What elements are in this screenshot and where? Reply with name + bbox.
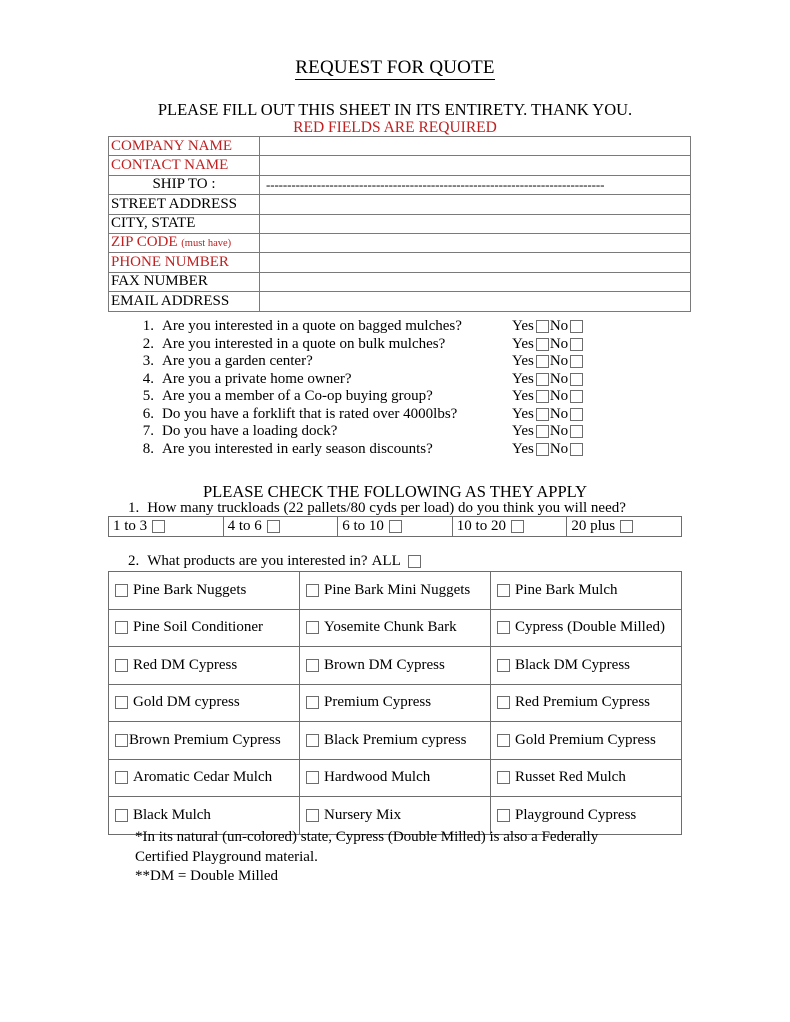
- field-label-city-state: CITY, STATE: [109, 214, 260, 233]
- product-label: Red DM Cypress: [133, 656, 238, 673]
- checkbox-product[interactable]: [497, 734, 510, 747]
- product-checkbox-group: [115, 732, 293, 749]
- no-label: No: [549, 335, 569, 352]
- question-answer-group: [512, 423, 583, 440]
- product-cell[interactable]: [300, 722, 491, 760]
- product-label: Pine Bark Mini Nuggets: [324, 581, 471, 598]
- product-cell[interactable]: [300, 609, 491, 647]
- zip-code-label-note: (must have): [181, 238, 232, 250]
- checkbox-yes[interactable]: [536, 320, 549, 333]
- checkbox-truckload-option[interactable]: [267, 520, 280, 533]
- checkbox-no[interactable]: [570, 320, 583, 333]
- yes-label: Yes: [512, 353, 534, 370]
- question-number: 3.: [142, 353, 154, 370]
- footnote-line-1: *In its natural (un-colored) state, Cypress (Double Milled) is also a Federally: [135, 829, 599, 845]
- checkbox-yes[interactable]: [536, 425, 549, 438]
- table-row: [109, 272, 691, 291]
- yes-label: Yes: [512, 335, 534, 352]
- no-label: No: [549, 423, 569, 440]
- table-row: [109, 647, 682, 685]
- product-checkbox-group: [115, 807, 293, 824]
- product-label: Russet Red Mulch: [515, 769, 626, 786]
- checkbox-no[interactable]: [570, 373, 583, 386]
- question-row: [128, 423, 688, 441]
- product-checkbox-group: [497, 619, 675, 636]
- product-cell[interactable]: [491, 609, 682, 647]
- no-label: No: [549, 405, 569, 422]
- field-input-company-name[interactable]: [260, 137, 691, 156]
- product-checkbox-group: [115, 657, 293, 674]
- checkbox-product[interactable]: [115, 621, 128, 634]
- truckload-option-label: 10 to 20: [456, 518, 506, 534]
- field-input-phone-number[interactable]: [260, 253, 691, 272]
- question-number: 2.: [142, 335, 154, 352]
- checkbox-no[interactable]: [570, 443, 583, 456]
- product-label: Brown Premium Cypress: [129, 731, 281, 748]
- product-cell[interactable]: [300, 647, 491, 685]
- product-label: Gold DM cypress: [133, 694, 240, 711]
- field-label-contact-name: CONTACT NAME: [109, 156, 260, 175]
- truckload-option-label: 1 to 3: [113, 518, 148, 534]
- product-label: Pine Bark Mulch: [515, 581, 618, 598]
- checkbox-yes[interactable]: [536, 355, 549, 368]
- question-answer-group: [512, 318, 583, 335]
- yes-label: Yes: [512, 388, 534, 405]
- table-row: [109, 572, 682, 610]
- table-row: [109, 175, 691, 194]
- truckload-options-table: [108, 516, 682, 537]
- checkbox-product[interactable]: [497, 771, 510, 784]
- zip-code-label-text: ZIP CODE: [111, 234, 178, 251]
- yes-label: Yes: [512, 370, 534, 387]
- footnotes: [135, 828, 695, 887]
- product-cell[interactable]: [300, 572, 491, 610]
- product-checkbox-group: [306, 769, 484, 786]
- table-row: [109, 253, 691, 272]
- product-label: Nursery Mix: [324, 806, 402, 823]
- checkbox-product[interactable]: [306, 659, 319, 672]
- question-text: Are you a member of a Co-op buying group?: [162, 388, 433, 405]
- products-question-text: What products are you interested in?: [147, 553, 368, 569]
- table-row: [109, 214, 691, 233]
- truckload-table-body: [109, 517, 682, 537]
- table-row: [109, 722, 682, 760]
- question-text: Are you interested in early season discounts?: [162, 440, 433, 457]
- truckload-option-cell[interactable]: [452, 517, 567, 537]
- checkbox-no[interactable]: [570, 338, 583, 351]
- field-input-street-address[interactable]: [260, 195, 691, 214]
- product-label: Brown DM Cypress: [324, 656, 445, 673]
- product-checkbox-group: [115, 619, 293, 636]
- question-number: 5.: [142, 388, 154, 405]
- truckload-option-label: 6 to 10: [342, 518, 384, 534]
- field-label-phone-number: PHONE NUMBER: [109, 253, 260, 272]
- checkbox-product[interactable]: [497, 696, 510, 709]
- no-label: No: [549, 388, 569, 405]
- field-label-zip-code: [109, 233, 260, 252]
- product-cell[interactable]: [491, 684, 682, 722]
- products-table-body: [109, 572, 682, 835]
- question-text: Are you a garden center?: [162, 353, 313, 370]
- question-number: 7.: [142, 423, 154, 440]
- product-checkbox-group: [497, 694, 675, 711]
- field-label-email-address: EMAIL ADDRESS: [109, 292, 260, 311]
- yes-label: Yes: [512, 405, 534, 422]
- product-label: Red Premium Cypress: [515, 694, 650, 711]
- no-label: No: [549, 440, 569, 457]
- question-row: [128, 336, 688, 354]
- question-number: 4.: [142, 370, 154, 387]
- yes-no-question-list: [128, 318, 688, 458]
- checkbox-yes[interactable]: [536, 390, 549, 403]
- question-answer-group: [512, 388, 583, 405]
- field-label-company-name: COMPANY NAME: [109, 137, 260, 156]
- checkbox-yes[interactable]: [536, 338, 549, 351]
- question-text: Do you have a loading dock?: [162, 423, 338, 440]
- product-cell[interactable]: [109, 647, 300, 685]
- product-checkbox-group: [115, 582, 293, 599]
- question-number: 8.: [142, 440, 154, 457]
- question-number: 1.: [142, 318, 154, 335]
- question-text: Do you have a forklift that is rated over 4000lbs?: [162, 405, 458, 422]
- checkbox-product[interactable]: [306, 734, 319, 747]
- product-label: Yosemite Chunk Bark: [324, 619, 457, 636]
- product-checkbox-group: [497, 582, 675, 599]
- footnote-line-3: **DM = Double Milled: [135, 868, 279, 884]
- products-question-number: 2.: [128, 553, 140, 569]
- product-checkbox-group: [306, 657, 484, 674]
- question-answer-group: [512, 406, 583, 423]
- product-checkbox-group: [115, 694, 293, 711]
- no-label: No: [549, 353, 569, 370]
- product-label: Pine Bark Nuggets: [133, 581, 247, 598]
- table-row: [109, 759, 682, 797]
- checkbox-yes[interactable]: [536, 408, 549, 421]
- checkbox-product[interactable]: [115, 734, 128, 747]
- ship-to-dashed-line: --------------------------------------------------------------------------------: [266, 177, 605, 193]
- instruction-required-notice: RED FIELDS ARE REQUIRED: [293, 119, 497, 136]
- product-cell[interactable]: [491, 647, 682, 685]
- checkbox-yes[interactable]: [536, 443, 549, 456]
- checkbox-yes[interactable]: [536, 373, 549, 386]
- field-input-zip-code[interactable]: [260, 233, 691, 252]
- field-input-contact-name[interactable]: [260, 156, 691, 175]
- truckload-option-cell[interactable]: [109, 517, 224, 537]
- checkbox-truckload-option[interactable]: [152, 520, 165, 533]
- truckload-option-label: 20 plus: [571, 518, 616, 534]
- field-input-fax-number[interactable]: [260, 272, 691, 291]
- question-text: Are you a private home owner?: [162, 370, 352, 387]
- product-cell[interactable]: [491, 722, 682, 760]
- product-checkbox-group: [115, 769, 293, 786]
- product-cell[interactable]: [491, 572, 682, 610]
- question-row: [128, 406, 688, 424]
- question-row: [128, 353, 688, 371]
- question-answer-group: [512, 371, 583, 388]
- check-section-heading: PLEASE CHECK THE FOLLOWING AS THEY APPLY: [203, 482, 587, 501]
- question-text: Are you interested in a quote on bagged mulches?: [162, 318, 462, 335]
- question-text: Are you interested in a quote on bulk mulches?: [162, 335, 446, 352]
- contact-table-body: [109, 137, 691, 312]
- checkbox-no[interactable]: [570, 355, 583, 368]
- instruction-primary: PLEASE FILL OUT THIS SHEET IN ITS ENTIRETY. THANK YOU.: [157, 100, 633, 119]
- table-row: [109, 292, 691, 311]
- truckload-option-cell[interactable]: [338, 517, 453, 537]
- question-answer-group: [512, 441, 583, 458]
- products-question: [128, 553, 421, 570]
- product-cell[interactable]: [109, 722, 300, 760]
- product-cell[interactable]: [109, 572, 300, 610]
- product-label: Black DM Cypress: [515, 656, 630, 673]
- yes-label: Yes: [512, 318, 534, 335]
- product-label: Aromatic Cedar Mulch: [133, 769, 273, 786]
- checkbox-no[interactable]: [570, 408, 583, 421]
- truckload-option-label: 4 to 6: [227, 518, 262, 534]
- product-label: Cypress (Double Milled): [515, 619, 665, 636]
- product-checkbox-group: [306, 582, 484, 599]
- table-row: [109, 233, 691, 252]
- product-cell[interactable]: [300, 684, 491, 722]
- product-checkbox-group: [306, 732, 484, 749]
- truckload-question: [128, 500, 626, 517]
- product-cell[interactable]: [109, 759, 300, 797]
- no-label: No: [549, 318, 569, 335]
- checkbox-product[interactable]: [115, 659, 128, 672]
- field-input-city-state[interactable]: [260, 214, 691, 233]
- checkbox-product[interactable]: [115, 696, 128, 709]
- checkbox-no[interactable]: [570, 425, 583, 438]
- product-checkbox-group: [306, 619, 484, 636]
- checkbox-product[interactable]: [497, 621, 510, 634]
- product-checkbox-group: [497, 807, 675, 824]
- checkbox-product[interactable]: [306, 584, 319, 597]
- table-row: [109, 156, 691, 175]
- yes-label: Yes: [512, 423, 534, 440]
- checkbox-product[interactable]: [497, 659, 510, 672]
- product-label: Black Premium cypress: [324, 731, 467, 748]
- checkbox-truckload-option[interactable]: [511, 520, 524, 533]
- question-row: [128, 318, 688, 336]
- checkbox-product[interactable]: [306, 621, 319, 634]
- product-checkbox-group: [497, 732, 675, 749]
- product-label: Black Mulch: [133, 806, 211, 823]
- checkbox-product[interactable]: [306, 809, 319, 822]
- products-checklist-table: [108, 571, 682, 835]
- footnote-line-2: Certified Playground material.: [135, 848, 318, 865]
- no-label: No: [549, 370, 569, 387]
- field-input-email-address[interactable]: [260, 292, 691, 311]
- product-label: Gold Premium Cypress: [515, 731, 656, 748]
- table-row: [109, 609, 682, 647]
- truckload-option-cell[interactable]: [567, 517, 682, 537]
- product-cell[interactable]: [300, 759, 491, 797]
- checkbox-product[interactable]: [115, 771, 128, 784]
- table-row: [109, 684, 682, 722]
- truckload-question-text: How many truckloads (22 pallets/80 cyds per load) do you think you will need?: [147, 500, 626, 516]
- product-checkbox-group: [497, 657, 675, 674]
- checkbox-truckload-option[interactable]: [620, 520, 633, 533]
- question-row: [128, 388, 688, 406]
- field-label-street-address: STREET ADDRESS: [109, 195, 260, 214]
- table-row: [109, 137, 691, 156]
- product-checkbox-group: [497, 769, 675, 786]
- products-all-label: ALL: [371, 553, 401, 569]
- checkbox-product[interactable]: [306, 696, 319, 709]
- page-title-text: REQUEST FOR QUOTE: [295, 57, 495, 78]
- checkbox-product[interactable]: [115, 584, 128, 597]
- question-row: [128, 441, 688, 459]
- page-title: [0, 57, 790, 79]
- checkbox-product[interactable]: [497, 584, 510, 597]
- field-input-ship-to[interactable]: [260, 175, 691, 194]
- question-answer-group: [512, 336, 583, 353]
- truckload-option-cell[interactable]: [223, 517, 338, 537]
- product-label: Hardwood Mulch: [324, 769, 431, 786]
- product-cell[interactable]: [491, 759, 682, 797]
- question-answer-group: [512, 353, 583, 370]
- checkbox-product[interactable]: [306, 771, 319, 784]
- checkbox-no[interactable]: [570, 390, 583, 403]
- product-checkbox-group: [306, 694, 484, 711]
- product-label: Playground Cypress: [515, 806, 637, 823]
- checkbox-product[interactable]: [115, 809, 128, 822]
- truckload-question-number: 1.: [128, 500, 140, 516]
- product-label: Premium Cypress: [324, 694, 432, 711]
- field-label-fax-number: FAX NUMBER: [109, 272, 260, 291]
- checkbox-truckload-option[interactable]: [389, 520, 402, 533]
- question-row: [128, 371, 688, 389]
- question-number: 6.: [142, 405, 154, 422]
- product-label: Pine Soil Conditioner: [133, 619, 264, 636]
- contact-information-table: [108, 136, 691, 312]
- table-row: [109, 195, 691, 214]
- product-cell[interactable]: [109, 684, 300, 722]
- checkbox-product[interactable]: [497, 809, 510, 822]
- table-row: [109, 517, 682, 537]
- product-checkbox-group: [306, 807, 484, 824]
- product-cell[interactable]: [109, 609, 300, 647]
- yes-label: Yes: [512, 440, 534, 457]
- checkbox-all-products[interactable]: [408, 555, 421, 568]
- field-label-ship-to: SHIP TO :: [109, 175, 260, 194]
